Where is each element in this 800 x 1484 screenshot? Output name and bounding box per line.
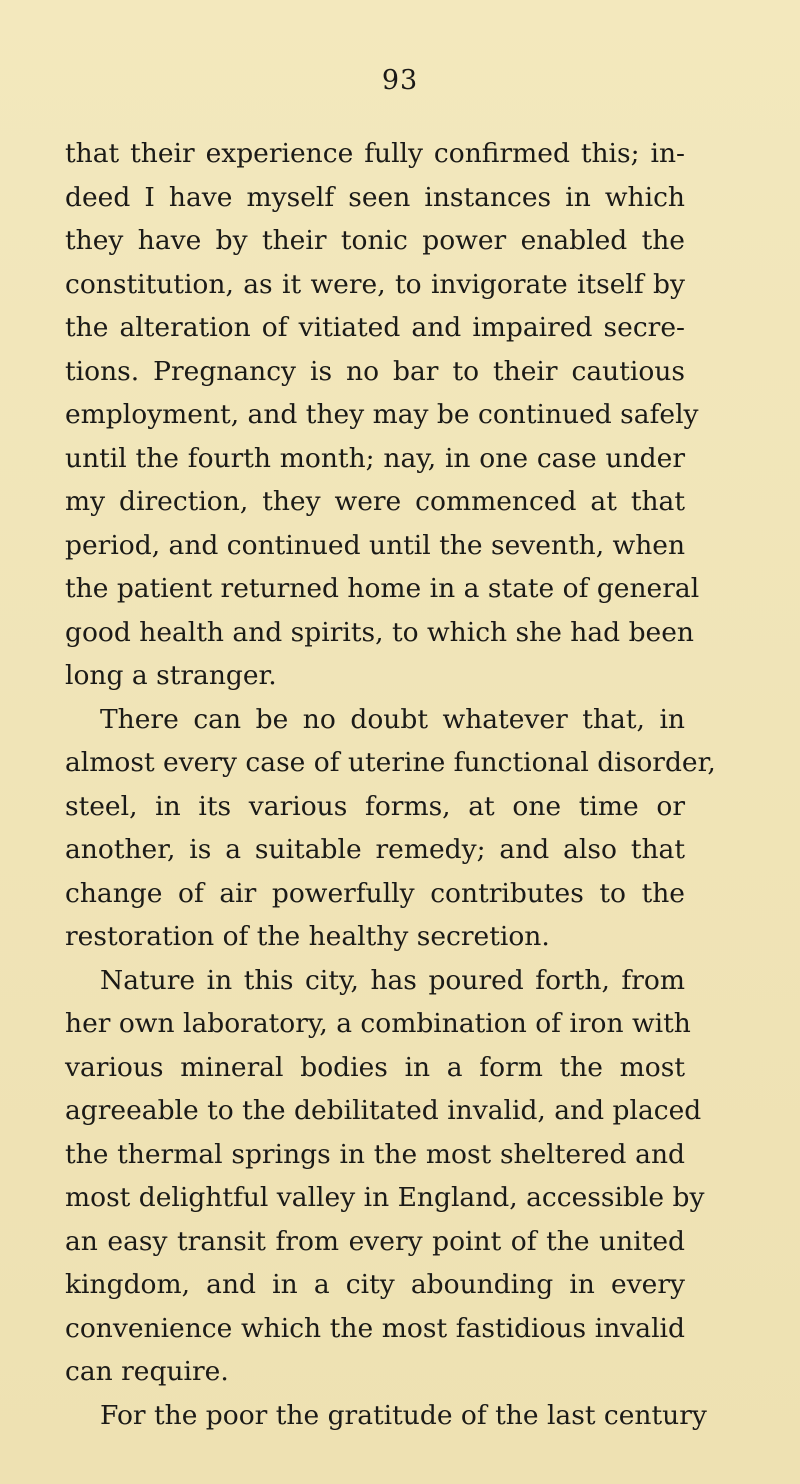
text-line: the alteration of vitiated and impaired secre-: [65, 312, 685, 343]
text-line: an easy transit from every point of the united: [65, 1225, 685, 1257]
text-line: almost every case of uterine functional disorder,: [65, 747, 716, 778]
text-line: various mineral bodies in a form the most: [65, 1051, 685, 1083]
text-line: the thermal springs in the most sheltered and: [65, 1138, 685, 1170]
text-line: restoration of the healthy secretion.: [65, 921, 550, 952]
text-line: Nature in this city, has poured forth, from: [100, 964, 685, 996]
text-line: deed I have myself seen instances in which: [65, 181, 685, 213]
text-line: that their experience fully confirmed this; in-: [65, 138, 685, 169]
text-line: constitution, as it were, to invigorate itself by: [65, 268, 685, 300]
text-line: until the fourth month; nay, in one case under: [65, 442, 685, 474]
body-text: [65, 132, 716, 1437]
text-line: can require.: [65, 1356, 229, 1387]
text-line: good health and spirits, to which she had been: [65, 616, 694, 648]
text-line: kingdom, and in a city abounding in every: [65, 1269, 685, 1300]
text-line: change of air powerfully contributes to the: [65, 877, 685, 909]
text-line: her own laboratory, a combination of iron with: [65, 1008, 691, 1039]
text-line: long a stranger.: [65, 660, 277, 691]
text-line: There can be no doubt whatever that, in: [100, 703, 685, 735]
text-line: most delightful valley in England, accessible by: [65, 1182, 705, 1213]
text-line: For the poor the gratitude of the last century: [100, 1399, 707, 1431]
text-line: my direction, they were commenced at that: [65, 486, 685, 517]
text-line: period, and continued until the seventh, when: [65, 529, 686, 561]
text-line: steel, in its various forms, at one time or: [65, 790, 685, 822]
text-line: another, is a suitable remedy; and also that: [65, 834, 685, 865]
text-line: agreeable to the debilitated invalid, and placed: [65, 1095, 702, 1126]
page-number: 93: [381, 65, 419, 96]
text-line: tions. Pregnancy is no bar to their cautious: [65, 355, 685, 387]
text-line: the patient returned home in a state of general: [65, 573, 700, 604]
text-line: convenience which the most fastidious invalid: [65, 1312, 685, 1344]
text-line: employment, and they may be continued safely: [65, 399, 699, 430]
text-line: they have by their tonic power enabled the: [65, 225, 685, 256]
